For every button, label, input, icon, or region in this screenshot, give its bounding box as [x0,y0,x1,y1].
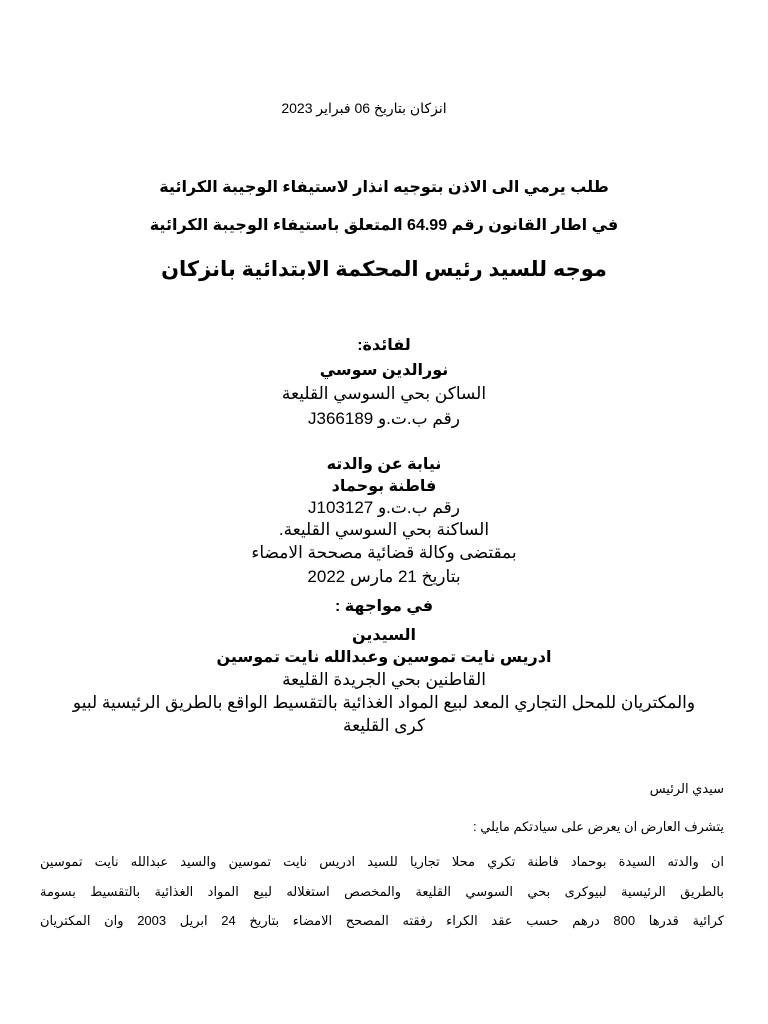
beneficiary-name: نورالدين سوسي [319,362,449,379]
tenancy-line-2: كرى القليعة [342,716,426,735]
addressee-title: موجه للسيد رئيس المحكمة الابتدائية بانزكان [161,258,607,281]
mandate-line: بمقتضى وكالة قضائية مصححة الامضاء [251,543,517,562]
beneficiary-address: الساكن بحي السوسي القليعة [281,384,487,403]
request-title: طلب يرمي الى الاذن بتوجيه انذار لاستيفاء الوجيبة الكرائية [159,179,609,196]
defendants-address: القاطنين بحي الجريدة القليعة [282,670,486,689]
date-line: انزكان بتاريخ 06 فبراير 2023 [281,100,447,116]
salutation: سيدي الرئيس [649,781,724,796]
defendants-label: في مواجهة : [334,598,434,615]
beneficiary-label: لفائدة: [357,337,411,354]
representation-label: نيابة عن والدته [326,456,442,473]
paragraph-line-1: ان والدته السيدة بوحماد فاطنة تكري محلا تجاريا للسيد ادريس نايت تموسين والسيد عبدالله نايت تموسين [40,854,724,869]
defendants-title: السيدين [352,627,416,644]
mandate-date: بتاريخ 21 مارس 2022 [307,567,461,586]
paragraph-line-3: كرائية قدرها 800 درهم حسب عقد الكراء رفقته المصحح الامضاء بتاريخ 24 ابريل 2003 وان المكتريان [40,913,724,928]
representation-address: الساكنة بحي السوسي القليعة. [278,520,490,539]
intro-line: يتشرف العارض ان يعرض على سيادتكم مايلي : [472,819,724,834]
paragraph-line-2: بالطريق الرئيسية لبيوكرى بحي السوسي القليعة والمخصص استغلاله لبيع المواد الغذائية بالتقسيط بسومة [40,884,724,899]
tenancy-line-1: والمكتريان للمحل التجاري المعد لبيع المواد الغذائية بالتقسيط الواقع بالطريق الرئيسية لبيو [72,693,696,712]
representation-id: رقم ب.ت.و J103127 [308,498,460,517]
beneficiary-id: رقم ب.ت.و J366189 [308,409,460,428]
law-reference: في اطار القانون رقم 64.99 المتعلق باستيفاء الوجيبة الكرائية [149,217,619,234]
defendants-names: ادريس نايت تموسين وعبدالله نايت تموسين [216,649,552,666]
representation-name: فاطنة بوحماد [331,478,437,495]
